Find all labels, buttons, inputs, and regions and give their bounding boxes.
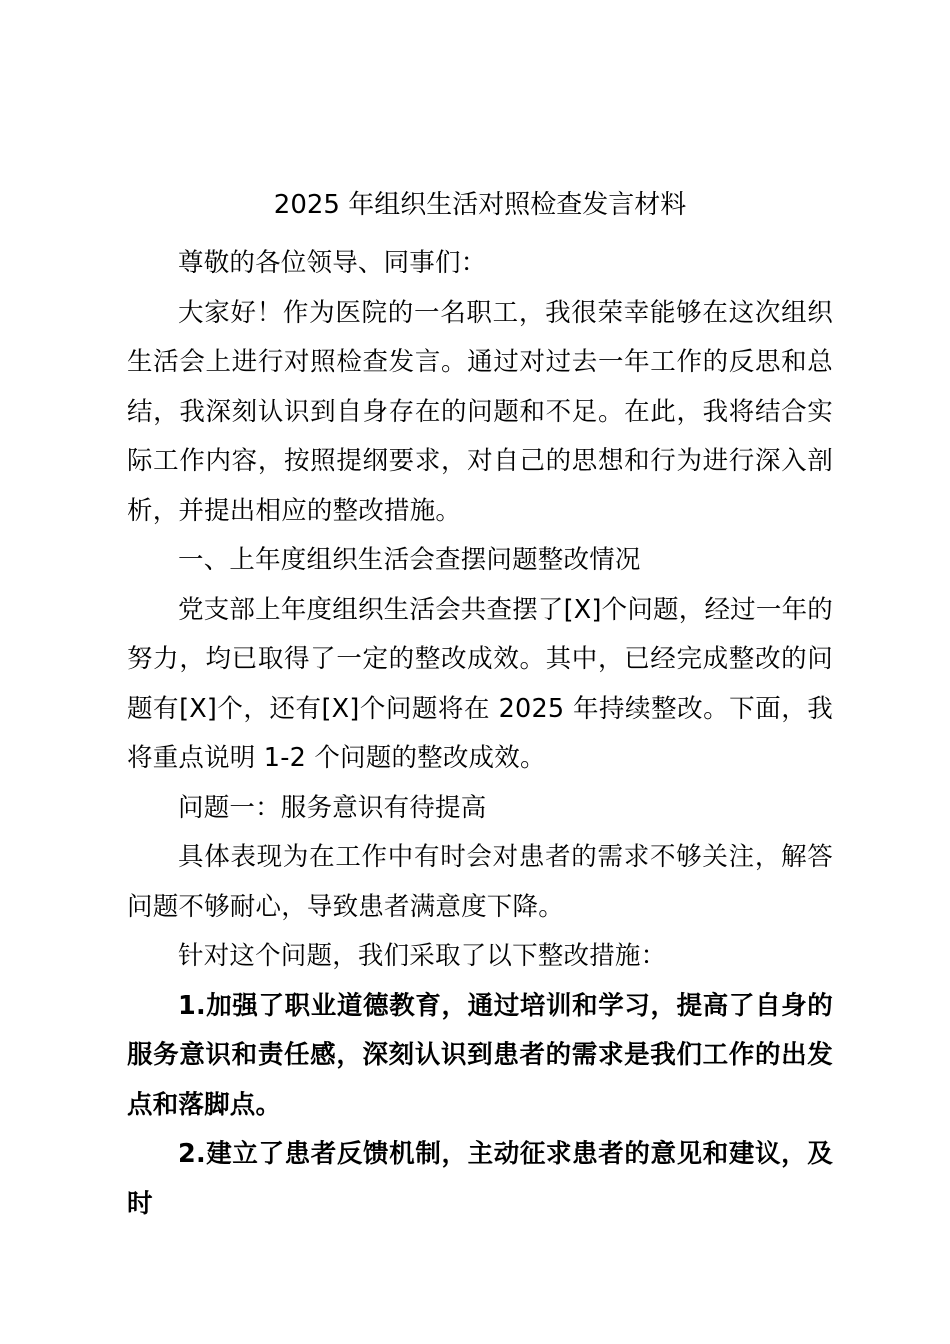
document-page [127,185,833,1229]
salutation: 尊敬的各位领导、同事们： [178,248,487,278]
measure-item: 1.加强了职业道德教育，通过培训和学习，提高了自身的服务意识和责任感，深刻认识到患者的需求是我们工作的出发点和落脚点。 [127,990,833,1120]
opening-paragraph: 大家好！作为医院的一名职工，我很荣幸能够在这次组织生活会上进行对照检查发言。通过对过去一年工作的反思和总结，我深刻认识到自身存在的问题和不足。在此，我将结合实际工作内容，按照提纲要求，对自己的思想和行为进行深入剖析，并提出相应的整改措施。 [127,297,833,526]
measure-item: 2.建立了患者反馈机制，主动征求患者的意见和建议，及时 [127,1139,833,1219]
document-title: 2025 年组织生活对照检查发言材料 [273,190,687,220]
section-heading: 一、上年度组织生活会查摆问题整改情况 [178,545,641,575]
body-paragraph: 针对这个问题，我们采取了以下整改措施： [178,941,667,971]
body-paragraph: 党支部上年度组织生活会共查摆了[X]个问题，经过一年的努力，均已取得了一定的整改成效。其中，已经完成整改的问题有[X]个，还有[X]个问题将在 2025 年持续整改。下面，我将重点说明 1-2 个问题的整改成效。 [127,594,833,773]
problem-heading: 问题一：服务意识有待提高 [178,792,487,823]
body-paragraph: 具体表现为在工作中有时会对患者的需求不够关注，解答问题不够耐心，导致患者满意度下降。 [127,842,833,922]
